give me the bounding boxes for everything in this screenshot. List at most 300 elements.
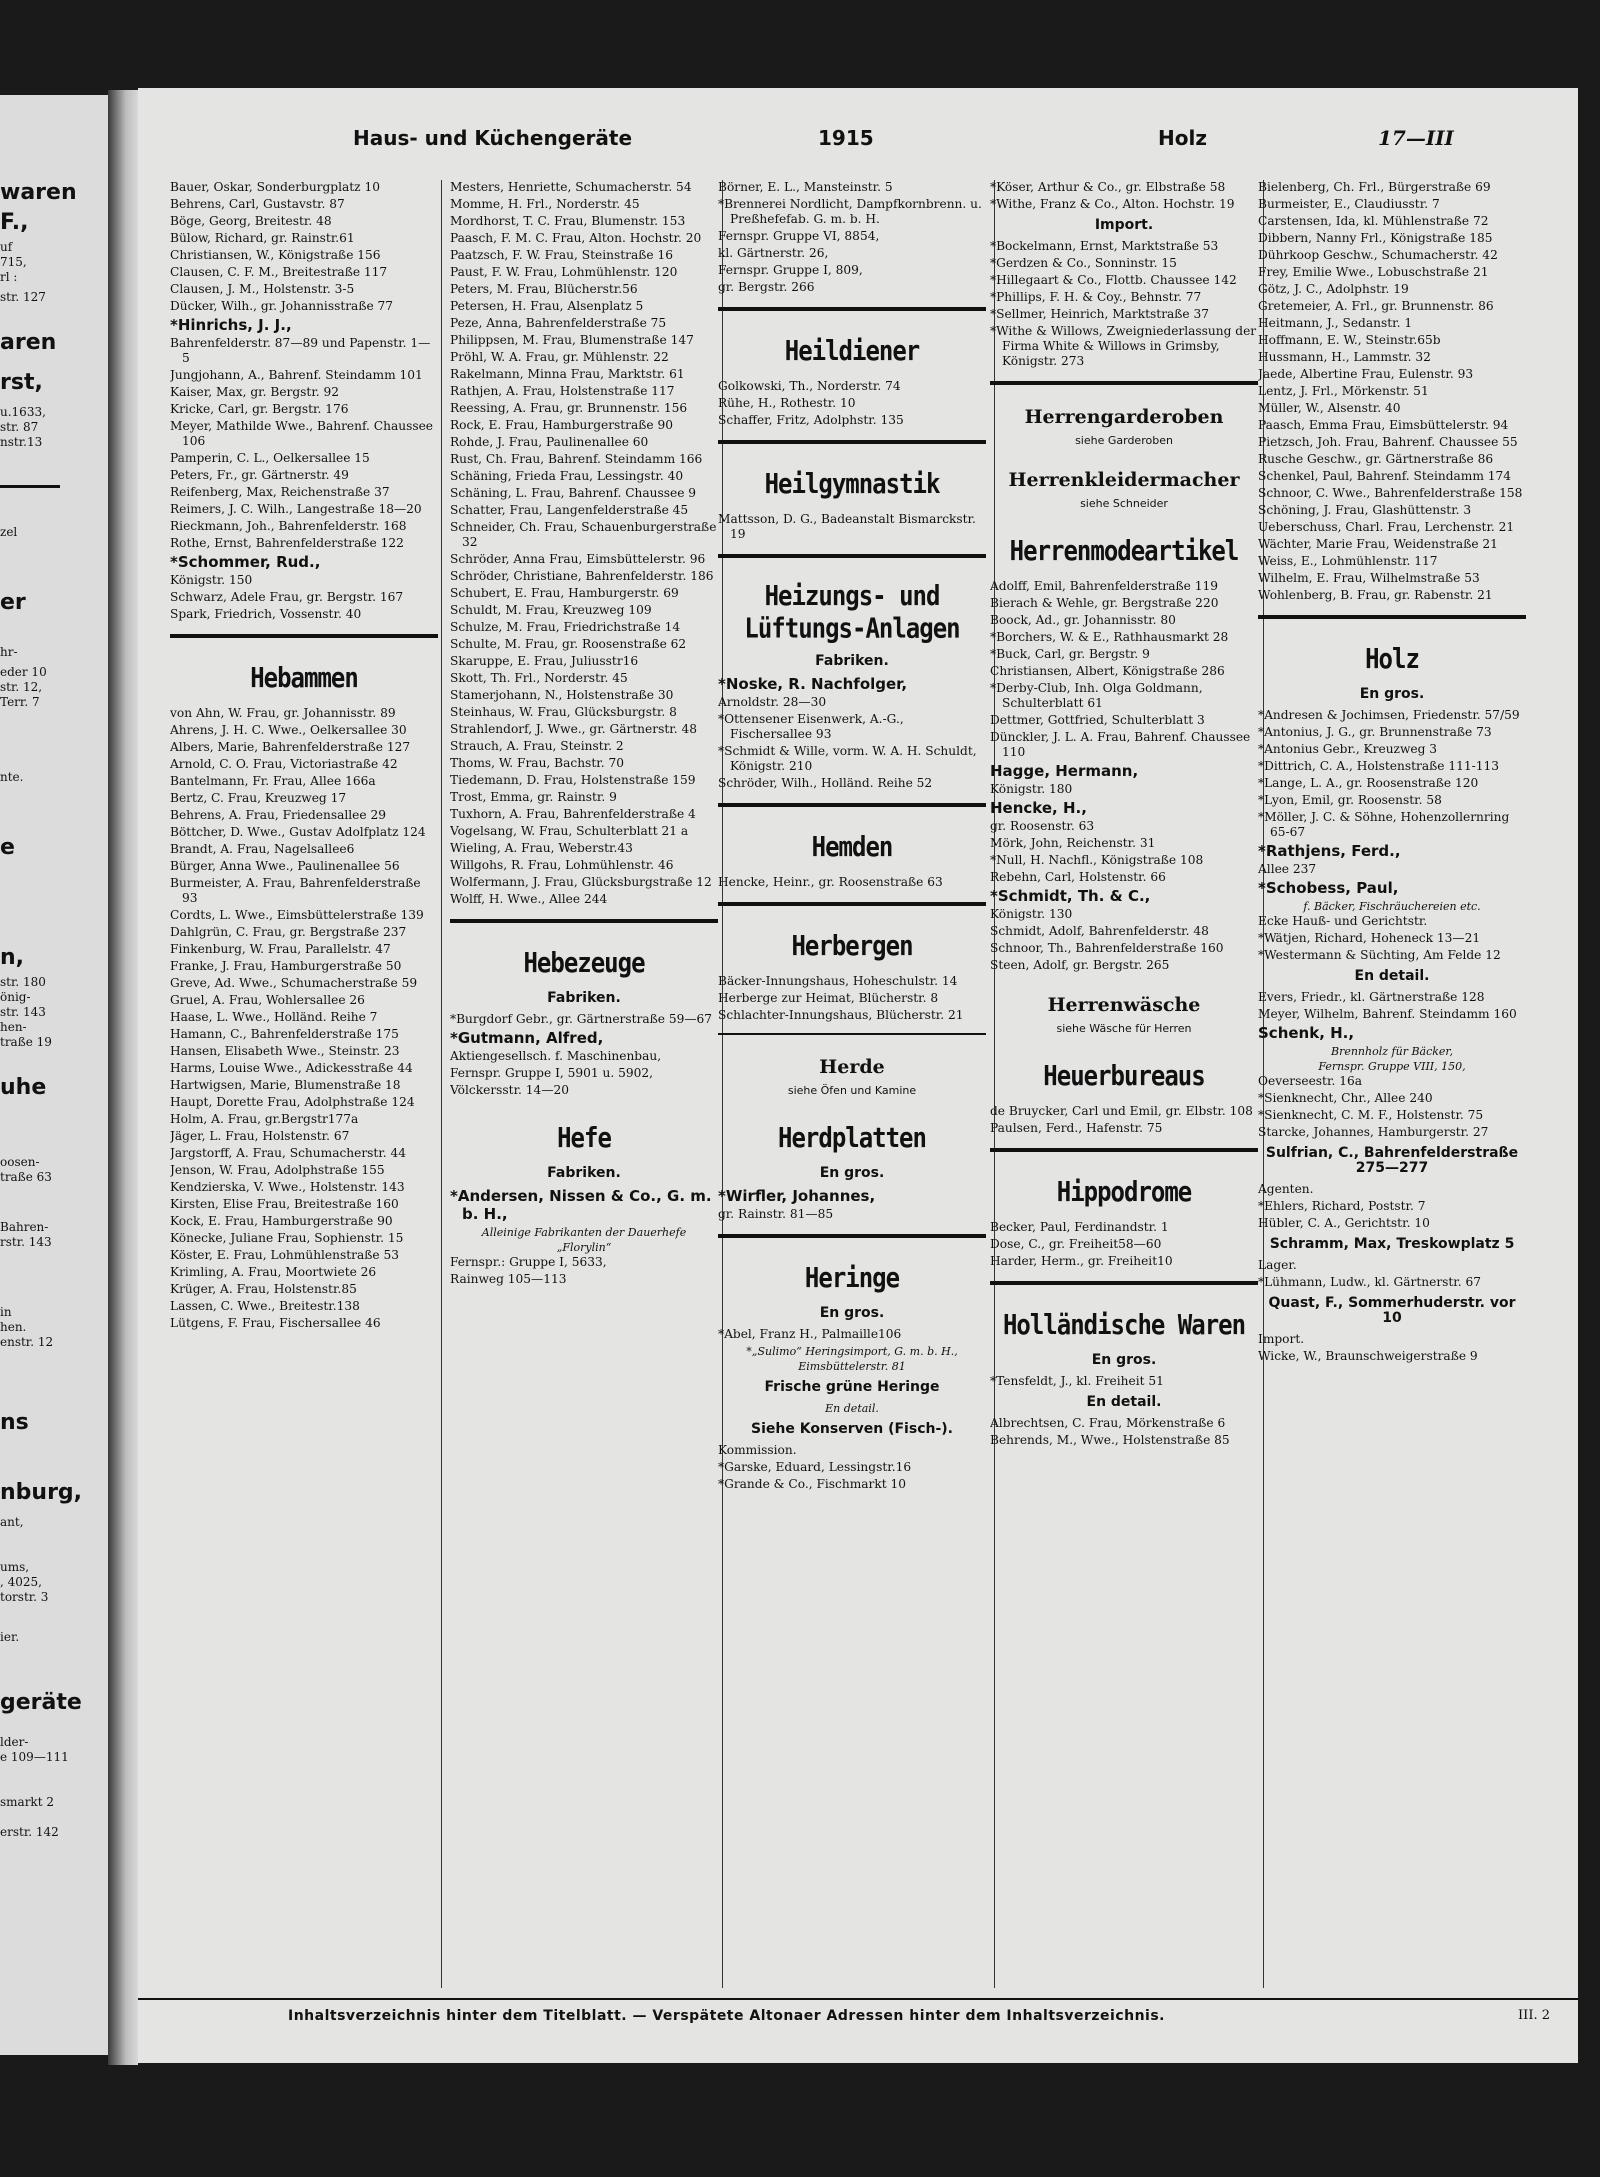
listing-entry: Pamperin, C. L., Oelkersallee 15: [170, 451, 370, 465]
listing-entry: Rieckmann, Joh., Bahrenfelderstr. 168: [170, 519, 407, 533]
listing-entry: Bauer, Oskar, Sonderburgplatz 10: [170, 180, 380, 194]
listing-entry: Bantelmann, Fr. Frau, Allee 166a: [170, 774, 376, 788]
section-rule: [990, 1281, 1258, 1285]
listing-entry: Dünckler, J. L. A. Frau, Bahrenf. Chaussee 110: [990, 730, 1251, 759]
listing-entry: *Antonius Gebr., Kreuzweg 3: [1258, 742, 1438, 756]
listing-entry: Köster, E. Frau, Lohmühlenstraße 53: [170, 1248, 399, 1262]
page-header: [138, 126, 1578, 166]
subsection-heading: Import.: [1094, 217, 1154, 233]
section-rule: [718, 307, 986, 311]
listing-entry: Schäning, Frieda Frau, Lessingstr. 40: [450, 469, 684, 483]
listing-entry: Hencke, Heinr., gr. Roosenstraße 63: [718, 875, 943, 889]
listing-entry: Könecke, Juliane Frau, Sophienstr. 15: [170, 1231, 404, 1245]
listing-entry: Stamerjohann, N., Holstenstraße 30: [450, 688, 674, 702]
section-heading: Hebezeuge: [523, 946, 645, 980]
listing-entry: Völckersstr. 14—20: [450, 1083, 570, 1097]
lp-text: nburg,: [0, 1480, 83, 1505]
listing-entry: Momme, H. Frl., Norderstr. 45: [450, 197, 640, 211]
listing-entry: Dahlgrün, C. Frau, gr. Bergstraße 237: [170, 925, 407, 939]
listing-entry: Schulte, M. Frau, gr. Roosenstraße 62: [450, 637, 687, 651]
listing-entry: *Abel, Franz H., Palmaille106: [718, 1327, 902, 1341]
listing-entry: Schäning, L. Frau, Bahrenf. Chaussee 9: [450, 486, 697, 500]
entry-note: Fernspr. Gruppe VIII, 150,: [1318, 1060, 1466, 1073]
listing-entry: *Ehlers, Richard, Poststr. 7: [1258, 1199, 1426, 1213]
listing-entry: Import.: [1258, 1332, 1305, 1346]
listing-entry: Bülow, Richard, gr. Rainstr.61: [170, 231, 355, 245]
listing-entry: gr. Roosenstr. 63: [990, 819, 1095, 833]
listing-entry: *Bockelmann, Ernst, Marktstraße 53: [990, 239, 1219, 253]
lp-text: smarkt 2: [0, 1795, 54, 1809]
listing-entry: Skaruppe, E. Frau, Juliusstr16: [450, 654, 639, 668]
listing-entry-highlighted: Hencke, H.,: [990, 799, 1087, 817]
listing-entry: Krüger, A. Frau, Holstenstr.85: [170, 1282, 357, 1296]
listing-entry: *Phillips, F. H. & Coy., Behnstr. 77: [990, 290, 1202, 304]
listing-entry: Hoffmann, E. W., Steinstr.65b: [1258, 333, 1441, 347]
cross-reference: siehe Garderoben: [1075, 434, 1173, 447]
listing-entry: *Buck, Carl, gr. Bergstr. 9: [990, 647, 1150, 661]
lp-text: nstr.13: [0, 435, 43, 449]
listing-entry: Herberge zur Heimat, Blücherstr. 8: [718, 991, 939, 1005]
lp-text: rstr. 143: [0, 1235, 52, 1249]
listing-entry: Greve, Ad. Wwe., Schumacherstraße 59: [170, 976, 418, 990]
listing-entry: Steinhaus, W. Frau, Glücksburgstr. 8: [450, 705, 677, 719]
listing-entry: Schnoor, Th., Bahrenfelderstraße 160: [990, 941, 1224, 955]
lp-text: erstr. 142: [0, 1825, 59, 1839]
listing-entry: Müller, W., Alsenstr. 40: [1258, 401, 1401, 415]
listing-entry: Tuxhorn, A. Frau, Bahrenfelderstraße 4: [450, 807, 696, 821]
listing-entry: Strauch, A. Frau, Steinstr. 2: [450, 739, 624, 753]
listing-entry: *Sienknecht, Chr., Allee 240: [1258, 1091, 1433, 1105]
listing-entry: Lütgens, F. Frau, Fischersallee 46: [170, 1316, 381, 1330]
listing-entry: Bielenberg, Ch. Frl., Bürgerstraße 69: [1258, 180, 1491, 194]
listing-entry-highlighted: *Rathjens, Ferd.,: [1258, 842, 1401, 860]
listing-entry: Clausen, C. F. M., Breitestraße 117: [170, 265, 388, 279]
section-heading: Heringe: [804, 1261, 900, 1295]
listing-entry: Weiss, E., Lohmühlenstr. 117: [1258, 554, 1438, 568]
listing-entry: kl. Gärtnerstr. 26,: [718, 246, 829, 260]
listing-entry: Mesters, Henriette, Schumacherstr. 54: [450, 180, 692, 194]
listing-entry: Rainweg 105—113: [450, 1272, 567, 1286]
lp-text: traße 19: [0, 1035, 52, 1049]
listing-entry: Tiedemann, D. Frau, Holstenstraße 159: [450, 773, 696, 787]
listing-entry: Arnoldstr. 28—30: [718, 695, 827, 709]
listing-entry: Arnold, C. O. Frau, Victoriastraße 42: [170, 757, 398, 771]
listing-entry: Gruel, A. Frau, Wohlersallee 26: [170, 993, 365, 1007]
listing-entry: Wolfermann, J. Frau, Glücksburgstraße 12: [450, 875, 712, 889]
column-divider: [441, 180, 442, 1988]
listing-entry: Schnoor, C. Wwe., Bahrenfelderstraße 158: [1258, 486, 1523, 500]
listing-entry: *Schmidt & Wille, vorm. W. A. H. Schuldt, Königstr. 210: [718, 744, 977, 773]
section-heading: Herrenmodeartikel: [1009, 534, 1239, 568]
listing-entry: Götz, J. C., Adolphstr. 19: [1258, 282, 1409, 296]
listing-entry-highlighted: Schenk, H.,: [1258, 1024, 1355, 1042]
section-rule: [718, 554, 986, 558]
listing-entry: Carstensen, Ida, kl. Mühlenstraße 72: [1258, 214, 1489, 228]
listing-entry: Vogelsang, W. Frau, Schulterblatt 21 a: [450, 824, 689, 838]
listing-entry: Schöning, J. Frau, Glashüttenstr. 3: [1258, 503, 1472, 517]
listing-entry: Becker, Paul, Ferdinandstr. 1: [990, 1220, 1169, 1234]
cross-reference: siehe Schneider: [1080, 497, 1168, 510]
listing-entry: Cordts, L. Wwe., Eimsbüttelerstraße 139: [170, 908, 424, 922]
listing-entry: Haupt, Dorette Frau, Adolphstraße 124: [170, 1095, 415, 1109]
listing-entry: Wieling, A. Frau, Weberstr.43: [450, 841, 633, 855]
listing-entry: Albers, Marie, Bahrenfelderstraße 127: [170, 740, 411, 754]
listing-entry: Schatter, Frau, Langenfelderstraße 45: [450, 503, 689, 517]
column-4: [990, 180, 1258, 1990]
lp-text: str. 143: [0, 1005, 46, 1019]
listing-entry: Paulsen, Ferd., Hafenstr. 75: [990, 1121, 1163, 1135]
listing-entry: Mörk, John, Reichenstr. 31: [990, 836, 1156, 850]
section-heading: Holländische Waren: [1002, 1308, 1246, 1342]
listing-entry: Schaffer, Fritz, Adolphstr. 135: [718, 413, 904, 427]
listing-entry: gr. Bergstr. 266: [718, 280, 815, 294]
listing-entry: *Garske, Eduard, Lessingstr.16: [718, 1460, 912, 1474]
listing-entry: *Tensfeldt, J., kl. Freiheit 51: [990, 1374, 1164, 1388]
listing-entry: Rohde, J. Frau, Paulinenallee 60: [450, 435, 649, 449]
listing-entry: Bürger, Anna Wwe., Paulinenallee 56: [170, 859, 400, 873]
entry-note: Alleinige Fabrikanten der Dauerhefe: [481, 1226, 687, 1239]
section-rule: [1258, 615, 1526, 619]
listing-entry-highlighted: *Schommer, Rud.,: [170, 553, 321, 571]
cross-reference: siehe Öfen und Kamine: [787, 1084, 917, 1097]
listing-entry: Krimling, A. Frau, Moortwiete 26: [170, 1265, 377, 1279]
listing-entry: Hübler, C. A., Gerichtstr. 10: [1258, 1216, 1430, 1230]
section-rule: [718, 1234, 986, 1238]
listing-entry: Reifenberg, Max, Reichenstraße 37: [170, 485, 390, 499]
lp-text: , 4025,: [0, 1575, 42, 1589]
listing-entry: Schlachter-Innungshaus, Blücherstr. 21: [718, 1008, 964, 1022]
lp-text: in: [0, 1305, 12, 1319]
header-category: Haus- und Küchengeräte: [353, 126, 633, 150]
subsection-heading: Fabriken.: [547, 1165, 621, 1181]
subsection-heading: Frische grüne Heringe: [764, 1379, 940, 1395]
section-heading: Hebammen: [250, 661, 358, 695]
listing-entry: Spark, Friedrich, Vossenstr. 40: [170, 607, 362, 621]
listing-entry: *Gerdzen & Co., Sonninstr. 15: [990, 256, 1177, 270]
listing-entry: *Antonius, J. G., gr. Brunnenstraße 73: [1258, 725, 1492, 739]
listing-entry: Pröhl, W. A. Frau, gr. Mühlenstr. 22: [450, 350, 669, 364]
listing-entry: Königstr. 180: [990, 782, 1073, 796]
lp-text: uhe: [0, 1075, 47, 1100]
listing-entry: de Bruycker, Carl und Emil, gr. Elbstr. 108: [990, 1104, 1253, 1118]
subsection-heading: En gros.: [819, 1165, 885, 1181]
listing-entry: Schröder, Christiane, Bahrenfelderstr. 186: [450, 569, 714, 583]
lp-text: 715,: [0, 255, 27, 269]
listing-entry: *Wätjen, Richard, Hoheneck 13—21: [1258, 931, 1481, 945]
listing-entry: Mordhorst, T. C. Frau, Blumenstr. 153: [450, 214, 686, 228]
listing-entry: Harder, Herm., gr. Freiheit10: [990, 1254, 1173, 1268]
section-rule: [450, 919, 718, 923]
column-1: [170, 180, 438, 1990]
lp-text: str. 87: [0, 420, 39, 434]
lp-text: önig-: [0, 990, 31, 1004]
listing-entry: Jaede, Albertine Frau, Eulenstr. 93: [1258, 367, 1474, 381]
subsection-heading: En gros.: [1091, 1352, 1157, 1368]
listing-entry: Wohlenberg, B. Frau, gr. Rabenstr. 21: [1258, 588, 1493, 602]
listing-entry: Hussmann, H., Lammstr. 32: [1258, 350, 1431, 364]
section-heading: Hippodrome: [1056, 1175, 1192, 1209]
section-rule: [718, 902, 986, 906]
listing-entry: Fernspr. Gruppe I, 809,: [718, 263, 863, 277]
lp-text: F.,: [0, 210, 29, 235]
listing-entry: Rothe, Ernst, Bahrenfelderstraße 122: [170, 536, 404, 550]
lp-text: u.1633,: [0, 405, 46, 419]
listing-entry: Schneider, Ch. Frau, Schauenburgerstraße 32: [450, 520, 717, 549]
listing-entry: Mattsson, D. G., Badeanstalt Bismarckstr. 19: [718, 512, 976, 541]
listing-entry: Königstr. 150: [170, 573, 253, 587]
section-heading: Heildiener: [784, 334, 920, 368]
listing-entry-highlighted: *Noske, R. Nachfolger,: [718, 675, 908, 693]
lp-text: str. 180: [0, 975, 46, 989]
listing-entry: Rock, E. Frau, Hamburgerstraße 90: [450, 418, 674, 432]
subsection-heading: Fabriken.: [547, 990, 621, 1006]
listing-entry: Jungjohann, A., Bahrenf. Steindamm 101: [170, 368, 423, 382]
section-heading: Herrenwäsche: [1047, 994, 1201, 1016]
listing-entry: Börner, E. L., Mansteinstr. 5: [718, 180, 893, 194]
listing-entry: Schubert, E. Frau, Hamburgerstr. 69: [450, 586, 679, 600]
lp-text: ns: [0, 1410, 29, 1435]
listing-entry: Adolff, Emil, Bahrenfelderstraße 119: [990, 579, 1218, 593]
listing-entry: *Derby-Club, Inh. Olga Goldmann, Schulterblatt 61: [990, 681, 1203, 710]
lp-text: torstr. 3: [0, 1590, 49, 1604]
listing-entry: Allee 237: [1258, 862, 1317, 876]
entry-note: En detail.: [825, 1402, 879, 1415]
listing-entry: Rust, Ch. Frau, Bahrenf. Steindamm 166: [450, 452, 703, 466]
listing-entry: *Dittrich, C. A., Holstenstraße 111-113: [1258, 759, 1499, 773]
listing-entry: Peze, Anna, Bahrenfelderstraße 75: [450, 316, 667, 330]
listing-entry: Schröder, Anna Frau, Eimsbüttelerstr. 96: [450, 552, 706, 566]
listing-entry: Paatzsch, F. W. Frau, Steinstraße 16: [450, 248, 673, 262]
listing-entry: Kendzierska, V. Wwe., Holstenstr. 143: [170, 1180, 405, 1194]
listing-entry: Holm, A. Frau, gr.Bergstr177a: [170, 1112, 359, 1126]
lp-text: ier.: [0, 1630, 20, 1644]
listing-entry: Paust, F. W. Frau, Lohmühlenstr. 120: [450, 265, 678, 279]
subsection-heading: En detail.: [1354, 968, 1430, 984]
lp-text: ant,: [0, 1515, 24, 1529]
listing-entry: Kaiser, Max, gr. Bergstr. 92: [170, 385, 340, 399]
listing-entry: *Lyon, Emil, gr. Roosenstr. 58: [1258, 793, 1442, 807]
listing-entry: Hamann, C., Bahrenfelderstraße 175: [170, 1027, 399, 1041]
listing-entry: *Westermann & Süchting, Am Felde 12: [1258, 948, 1501, 962]
listing-entry: Christiansen, W., Königstraße 156: [170, 248, 381, 262]
subsection-heading: En gros.: [819, 1305, 885, 1321]
cross-reference: siehe Wäsche für Herren: [1056, 1022, 1192, 1035]
listing-entry: Fernspr. Gruppe VI, 8854,: [718, 229, 880, 243]
listing-entry: Bierach & Wehle, gr. Bergstraße 220: [990, 596, 1219, 610]
lp-text: traße 63: [0, 1170, 52, 1184]
listing-entry: Wilhelm, E. Frau, Wilhelmstraße 53: [1258, 571, 1480, 585]
listing-entry: Bäcker-Innungshaus, Hoheschulstr. 14: [718, 974, 958, 988]
listing-entry: Ueberschuss, Charl. Frau, Lerchenstr. 21: [1258, 520, 1515, 534]
listing-entry: Schenkel, Paul, Bahrenf. Steindamm 174: [1258, 469, 1512, 483]
listing-entry: Harms, Louise Wwe., Adickesstraße 44: [170, 1061, 413, 1075]
lp-text: ums,: [0, 1560, 30, 1574]
left-page-fragment: [0, 95, 108, 2055]
listing-entry: Rühe, H., Rothestr. 10: [718, 396, 856, 410]
listing-entry: Paasch, Emma Frau, Eimsbüttelerstr. 94: [1258, 418, 1509, 432]
listing-entry: *Möller, J. C. & Söhne, Hohenzollernring 65-67: [1258, 810, 1510, 839]
listing-entry: Gretemeier, A. Frl., gr. Brunnenstr. 86: [1258, 299, 1494, 313]
listing-entry: Petersen, H. Frau, Alsenplatz 5: [450, 299, 644, 313]
listing-entry: Golkowski, Th., Norderstr. 74: [718, 379, 901, 393]
subsection-heading: Siehe Konserven (Fisch-).: [751, 1421, 953, 1437]
lp-rule: [0, 485, 60, 488]
listing-entry: *Brennerei Nordlicht, Dampfkornbrenn. u. Preßhefefab. G. m. b. H.: [718, 197, 982, 226]
listing-entry: Fernspr.: Gruppe I, 5633,: [450, 1255, 607, 1269]
listing-entry: Boock, Ad., gr. Johannisstr. 80: [990, 613, 1176, 627]
column-5: [1258, 180, 1526, 1990]
listing-entry: Franke, J. Frau, Hamburgerstraße 50: [170, 959, 402, 973]
listing-entry: Rebehn, Carl, Holstenstr. 66: [990, 870, 1166, 884]
footer-note: Inhaltsverzeichnis hinter dem Titelblatt. — Verspätete Altonaer Adressen hinter dem Inhaltsverzeichnis.: [288, 2008, 1166, 2024]
listing-entry: Lassen, C. Wwe., Breitestr.138: [170, 1299, 360, 1313]
lp-text: n,: [0, 945, 25, 970]
subsection-heading: Sulfrian, C., Bahrenfelderstraße 275—277: [1265, 1145, 1519, 1176]
listing-entry: Peters, Fr., gr. Gärtnerstr. 49: [170, 468, 349, 482]
subsection-heading: Fabriken.: [815, 653, 889, 669]
listing-entry-highlighted: *Gutmann, Alfred,: [450, 1029, 604, 1047]
listing-entry: Haase, L. Wwe., Holländ. Reihe 7: [170, 1010, 378, 1024]
listing-entry: *Burgdorf Gebr., gr. Gärtnerstraße 59—67: [450, 1012, 713, 1026]
listing-entry: Burmeister, A. Frau, Bahrenfelderstraße 93: [170, 876, 421, 905]
listing-entry: *Hillegaart & Co., Flottb. Chaussee 142: [990, 273, 1237, 287]
section-rule: [718, 440, 986, 444]
lp-text: geräte: [0, 1690, 82, 1715]
listing-entry-highlighted: *Hinrichs, J. J.,: [170, 316, 292, 334]
listing-entry: Frey, Emilie Wwe., Lobuschstraße 21: [1258, 265, 1489, 279]
listing-entry: Albrechtsen, C. Frau, Mörkenstraße 6: [990, 1416, 1226, 1430]
listing-entry: Behrends, M., Wwe., Holstenstraße 85: [990, 1433, 1230, 1447]
lp-text: eder 10: [0, 665, 47, 679]
listing-entry: *Borchers, W. & E., Rathhausmarkt 28: [990, 630, 1229, 644]
listing-entry: *Grande & Co., Fischmarkt 10: [718, 1477, 907, 1491]
section-heading: Herrenkleidermacher: [1008, 469, 1240, 491]
listing-entry: Heitmann, J., Sedanstr. 1: [1258, 316, 1413, 330]
listing-entry: Wächter, Marie Frau, Weidenstraße 21: [1258, 537, 1498, 551]
listing-entry: Ecke Hauß- und Gerichtstr.: [1258, 914, 1428, 928]
listing-entry: Wicke, W., Braunschweigerstraße 9: [1258, 1349, 1478, 1363]
listing-entry: *Withe, Franz & Co., Alton. Hochstr. 19: [990, 197, 1235, 211]
listing-entry: Königstr. 130: [990, 907, 1073, 921]
section-heading: Heizungs- und Lüftungs-Anlagen: [744, 579, 960, 645]
listing-entry: *Ottensener Eisenwerk, A.-G., Fischersallee 93: [718, 712, 904, 741]
lp-text: Bahren-: [0, 1220, 49, 1234]
header-topic: Holz: [1158, 126, 1207, 150]
listing-entry: Meyer, Mathilde Wwe., Bahrenf. Chaussee 106: [170, 419, 433, 448]
listing-entry: Evers, Friedr., kl. Gärtnerstraße 128: [1258, 990, 1485, 1004]
listing-entry: Bahrenfelderstr. 87—89 und Papenstr. 1—5: [170, 336, 431, 365]
listing-entry: Philippsen, M. Frau, Blumenstraße 147: [450, 333, 694, 347]
listing-entry: Schuldt, M. Frau, Kreuzweg 109: [450, 603, 652, 617]
listing-entry: Fernspr. Gruppe I, 5901 u. 5902,: [450, 1066, 654, 1080]
lp-text: e: [0, 835, 15, 860]
lp-text: hen-: [0, 1020, 27, 1034]
listing-entry: Rathjen, A. Frau, Holstenstraße 117: [450, 384, 675, 398]
listing-entry: Lager.: [1258, 1258, 1297, 1272]
listing-entry: Peters, M. Frau, Blücherstr.56: [450, 282, 638, 296]
listing-entry: Böttcher, D. Wwe., Gustav Adolfplatz 124: [170, 825, 426, 839]
section-heading: Herdplatten: [778, 1121, 926, 1155]
listing-entry: *Withe & Willows, Zweigniederlassung der Firma White & Willows in Grimsby, Königstr. 273: [990, 324, 1257, 368]
book-gutter: [108, 90, 138, 2065]
footer-page-number: III. 2: [1518, 2008, 1550, 2023]
listing-entry: Brandt, A. Frau, Nagelsallee6: [170, 842, 355, 856]
subsection-heading: En gros.: [1359, 686, 1425, 702]
lp-text: oosen-: [0, 1155, 40, 1169]
lp-text: zel: [0, 525, 18, 539]
section-heading: Herde: [819, 1056, 885, 1078]
listing-entry: Willgohs, R. Frau, Lohmühlenstr. 46: [450, 858, 674, 872]
listing-entry: Reimers, J. C. Wilh., Langestraße 18—20: [170, 502, 422, 516]
listing-entry: Behrens, A. Frau, Friedensallee 29: [170, 808, 386, 822]
section-heading: Herrengarderoben: [1024, 406, 1224, 428]
subsection-heading: Schramm, Max, Treskowplatz 5: [1269, 1236, 1515, 1252]
listing-entry-highlighted: *Wirfler, Johannes,: [718, 1187, 876, 1205]
subsection-heading: Quast, F., Sommerhuderstr. vor 10: [1268, 1295, 1516, 1326]
section-rule: [718, 1033, 986, 1035]
listing-entry: Trost, Emma, gr. Rainstr. 9: [450, 790, 617, 804]
listing-entry: Dettmer, Gottfried, Schulterblatt 3: [990, 713, 1205, 727]
listing-entry: Dibbern, Nanny Frl., Königstraße 185: [1258, 231, 1493, 245]
lp-text: Terr. 7: [0, 695, 40, 709]
listing-entry: Reessing, A. Frau, gr. Brunnenstr. 156: [450, 401, 688, 415]
listing-entry: Starcke, Johannes, Hamburgerstr. 27: [1258, 1125, 1489, 1139]
listing-entry: Böge, Georg, Breitestr. 48: [170, 214, 332, 228]
listing-entry: von Ahn, W. Frau, gr. Johannisstr. 89: [170, 706, 396, 720]
lp-text: nte.: [0, 770, 24, 784]
listing-entry: *Köser, Arthur & Co., gr. Elbstraße 58: [990, 180, 1226, 194]
listing-entry: Christiansen, Albert, Königstraße 286: [990, 664, 1225, 678]
lp-text: aren: [0, 330, 57, 355]
lp-text: str. 127: [0, 290, 46, 304]
listing-entry: Schulze, M. Frau, Friedrichstraße 14: [450, 620, 681, 634]
lp-text: er: [0, 590, 26, 615]
listing-entry: *Sellmer, Heinrich, Marktstraße 37: [990, 307, 1210, 321]
listing-entry: Burmeister, E., Claudiusstr. 7: [1258, 197, 1440, 211]
lp-text: lder-: [0, 1735, 29, 1749]
directory-page: [138, 88, 1578, 2063]
subsection-heading: En detail.: [1086, 1394, 1162, 1410]
listing-entry-highlighted: *Schobess, Paul,: [1258, 879, 1399, 897]
listing-entry: Steen, Adolf, gr. Bergstr. 265: [990, 958, 1170, 972]
section-rule: [990, 1148, 1258, 1152]
listing-entry: Schmidt, Adolf, Bahrenfelderstr. 48: [990, 924, 1209, 938]
section-heading: Hefe: [557, 1121, 611, 1155]
listing-entry: Oeverseestr. 16a: [1258, 1074, 1362, 1088]
listing-entry: Rusche Geschw., gr. Gärtnerstraße 86: [1258, 452, 1494, 466]
section-rule: [990, 381, 1258, 385]
listing-entry: Hansen, Elisabeth Wwe., Steinstr. 23: [170, 1044, 400, 1058]
listing-entry: Jargstorff, A. Frau, Schumacherstr. 44: [170, 1146, 407, 1160]
listing-entry: Aktiengesellsch. f. Maschinenbau,: [450, 1049, 662, 1063]
lp-text: waren: [0, 180, 77, 205]
lp-text: enstr. 12: [0, 1335, 54, 1349]
listing-entry: Rakelmann, Minna Frau, Marktstr. 61: [450, 367, 685, 381]
listing-entry: Agenten.: [1258, 1182, 1314, 1196]
entry-note: Brennholz für Bäcker,: [1331, 1045, 1453, 1058]
entry-note: f. Bäcker, Fischräuchereien etc.: [1303, 900, 1481, 913]
column-2: [450, 180, 718, 1990]
listing-entry: Kricke, Carl, gr. Bergstr. 176: [170, 402, 349, 416]
listing-entry: Lentz, J. Frl., Mörkenstr. 51: [1258, 384, 1429, 398]
listing-entry: gr. Rainstr. 81—85: [718, 1207, 834, 1221]
header-year: 1915: [818, 126, 874, 150]
column-3: [718, 180, 986, 1990]
listing-entry: Clausen, J. M., Holstenstr. 3-5: [170, 282, 355, 296]
listing-entry: Schröder, Wilh., Holländ. Reihe 52: [718, 776, 933, 790]
listing-entry: Hartwigsen, Marie, Blumenstraße 18: [170, 1078, 401, 1092]
listing-entry: Meyer, Wilhelm, Bahrenf. Steindamm 160: [1258, 1007, 1517, 1021]
